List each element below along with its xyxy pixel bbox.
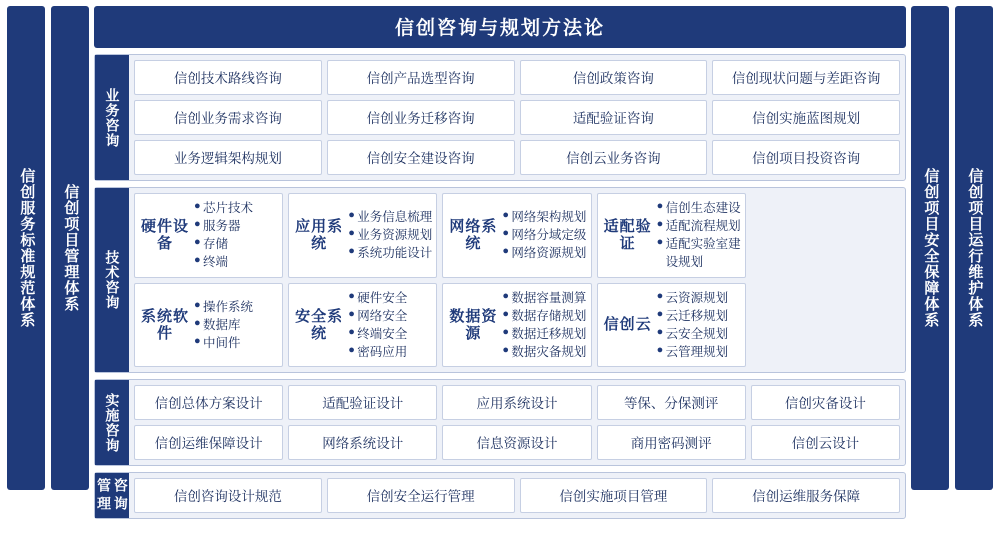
module-hardware-devices[interactable] [134,193,283,278]
list-item[interactable]: 信创产品选型咨询 [327,60,515,95]
bullet-icon: ● [348,343,355,356]
list-item[interactable]: 业务逻辑架构规划 [134,140,322,175]
pillar-right-operation-maintenance-system [955,6,993,490]
band-label-technical-consulting-text: 技术咨询 [104,250,121,310]
bullet-icon: ● [194,298,201,311]
bullet-icon: ● [348,245,355,258]
module-item: 云资源规划 [665,290,729,305]
module-items [194,199,278,272]
module-item: 适配实验室建设规划 [665,237,741,270]
band-business-consulting [94,54,906,181]
module-item: 中间件 [203,335,241,350]
module-item: 云迁移规划 [665,308,729,323]
bullet-icon: ● [656,218,664,231]
bullet-icon: ● [502,343,510,356]
bullet-icon: ● [348,325,355,338]
module-compatibility-verification[interactable] [597,193,746,278]
list-item[interactable]: 信创运维保障设计 [134,425,283,460]
list-item[interactable]: 适配验证设计 [288,385,437,420]
module-title: 适配验证 [603,218,652,253]
bullet-icon: ● [348,209,355,222]
module-title: 数据资源 [449,307,498,342]
pillar-right-operation-maintenance-system-label: 信创项目运行维护体系 [966,168,984,328]
list-item[interactable]: 信创灾备设计 [751,385,900,420]
list-item[interactable]: 信创业务需求咨询 [134,100,322,135]
bullet-icon: ● [194,236,201,249]
module-security-system[interactable] [288,283,437,368]
module-title: 硬件设备 [140,218,189,253]
band-label-implementation-consulting-text: 实施咨询 [104,392,121,453]
list-item[interactable]: 信创运维服务保障 [712,478,900,513]
list-item[interactable]: 信创技术路线咨询 [134,60,322,95]
module-items [657,199,741,272]
pillar-left-project-management-system [51,6,89,490]
pillar-left-project-management-system-label: 信创项目管理体系 [62,184,80,312]
module-item: 网络资源规划 [511,246,587,261]
pillar-left-standard-system [7,6,45,490]
module-item: 云安全规划 [665,326,729,341]
module-item: 密码应用 [357,344,408,359]
pillar-right-security-assurance-system [911,6,949,490]
bullet-icon: ● [194,218,201,231]
technical-consulting-grid [134,193,900,367]
bullet-icon: ● [502,245,510,258]
module-items [502,289,586,362]
module-item: 服务器 [203,219,241,234]
list-item[interactable]: 信创项目投资咨询 [712,140,900,175]
module-item: 终端 [203,255,229,270]
module-title: 系统软件 [140,307,189,342]
module-item: 系统功能设计 [357,246,433,261]
module-xinchuang-cloud[interactable] [597,283,746,368]
module-item: 芯片技术 [203,201,254,215]
implementation-consulting-grid [134,385,900,460]
list-item[interactable]: 信创业务迁移咨询 [327,100,515,135]
list-item[interactable]: 网络系统设计 [288,425,437,460]
module-item: 数据容量测算 [511,290,587,305]
bullet-icon: ● [194,200,201,212]
list-item[interactable]: 信创云设计 [751,425,900,460]
list-item[interactable]: 适配验证咨询 [520,100,708,135]
module-item: 信创生态建设 [665,201,741,215]
bullet-icon: ● [194,254,201,267]
module-item: 业务资源规划 [357,228,433,243]
bullet-icon: ● [656,307,664,320]
module-items [348,208,432,262]
center-column [94,6,906,514]
list-item[interactable]: 信创实施蓝图规划 [712,100,900,135]
band-body-implementation-consulting [129,380,905,465]
module-item: 终端安全 [357,326,408,341]
list-item[interactable]: 信息资源设计 [442,425,591,460]
bullet-icon: ● [502,325,510,338]
band-label-implementation-consulting [95,380,129,465]
list-item[interactable]: 信创云业务咨询 [520,140,708,175]
module-items [348,289,432,362]
bullet-icon: ● [656,325,664,338]
band-label-technical-consulting [95,188,129,372]
band-implementation-consulting [94,379,906,466]
list-item[interactable]: 信创安全建设咨询 [327,140,515,175]
band-label-consulting-management-text: 咨询管理 [96,477,129,514]
module-item: 网络分域定级 [511,228,587,243]
module-items [502,208,586,262]
bullet-icon: ● [656,200,664,212]
module-data-resources[interactable] [442,283,591,368]
bullet-icon: ● [656,343,664,356]
page-title: 信创咨询与规划方法论 [94,6,906,48]
module-item: 操作系统 [203,299,254,314]
bullet-icon: ● [502,227,510,240]
module-network-system[interactable] [442,193,591,278]
bullet-icon: ● [502,289,510,302]
module-item: 数据灾备规划 [511,344,587,359]
bullet-icon: ● [194,334,201,347]
module-item: 硬件安全 [357,290,408,305]
bullet-icon: ● [502,307,510,320]
module-title: 应用系统 [295,218,344,253]
list-item[interactable]: 应用系统设计 [442,385,591,420]
list-item[interactable]: 信创政策咨询 [520,60,708,95]
band-technical-consulting [94,187,906,373]
pillar-right-security-assurance-system-label: 信创项目安全保障体系 [922,168,940,328]
module-title: 网络系统 [449,218,498,253]
list-item[interactable]: 信创咨询设计规范 [134,478,322,513]
list-item[interactable]: 信创实施项目管理 [520,478,708,513]
list-item[interactable]: 商用密码测评 [597,425,746,460]
module-item: 数据迁移规划 [511,326,587,341]
business-consulting-grid [134,60,900,175]
module-item: 云管理规划 [665,344,729,359]
bullet-icon: ● [348,289,355,302]
band-label-business-consulting-text: 业务咨询 [104,87,121,148]
module-item: 适配流程规划 [665,219,741,234]
bullet-icon: ● [656,289,664,302]
band-body-technical-consulting [129,188,905,372]
list-item[interactable]: 信创总体方案设计 [134,385,283,420]
list-item[interactable]: 信创安全运行管理 [327,478,515,513]
module-application-system[interactable] [288,193,437,278]
module-system-software[interactable] [134,283,283,368]
module-title: 安全系统 [295,307,344,342]
module-item: 数据库 [203,317,241,332]
bullet-icon: ● [502,209,510,222]
list-item[interactable]: 信创现状问题与差距咨询 [712,60,900,95]
module-items [657,289,741,362]
module-item: 数据存储规划 [511,308,587,323]
module-item: 业务信息梳理 [357,210,433,225]
bullet-icon: ● [348,307,355,320]
band-body-business-consulting [129,55,905,180]
module-item: 网络安全 [357,308,408,323]
list-item[interactable]: 等保、分保测评 [597,385,746,420]
module-items [194,298,278,352]
module-item: 网络架构规划 [511,210,587,225]
module-item: 存储 [203,237,229,252]
bullet-icon: ● [348,227,355,240]
band-label-business-consulting [95,55,129,180]
module-title: 信创云 [603,316,652,334]
bullet-icon: ● [656,236,664,249]
bullet-icon: ● [194,316,201,329]
pillar-left-standard-system-label: 信创服务标准规范体系 [18,168,36,328]
